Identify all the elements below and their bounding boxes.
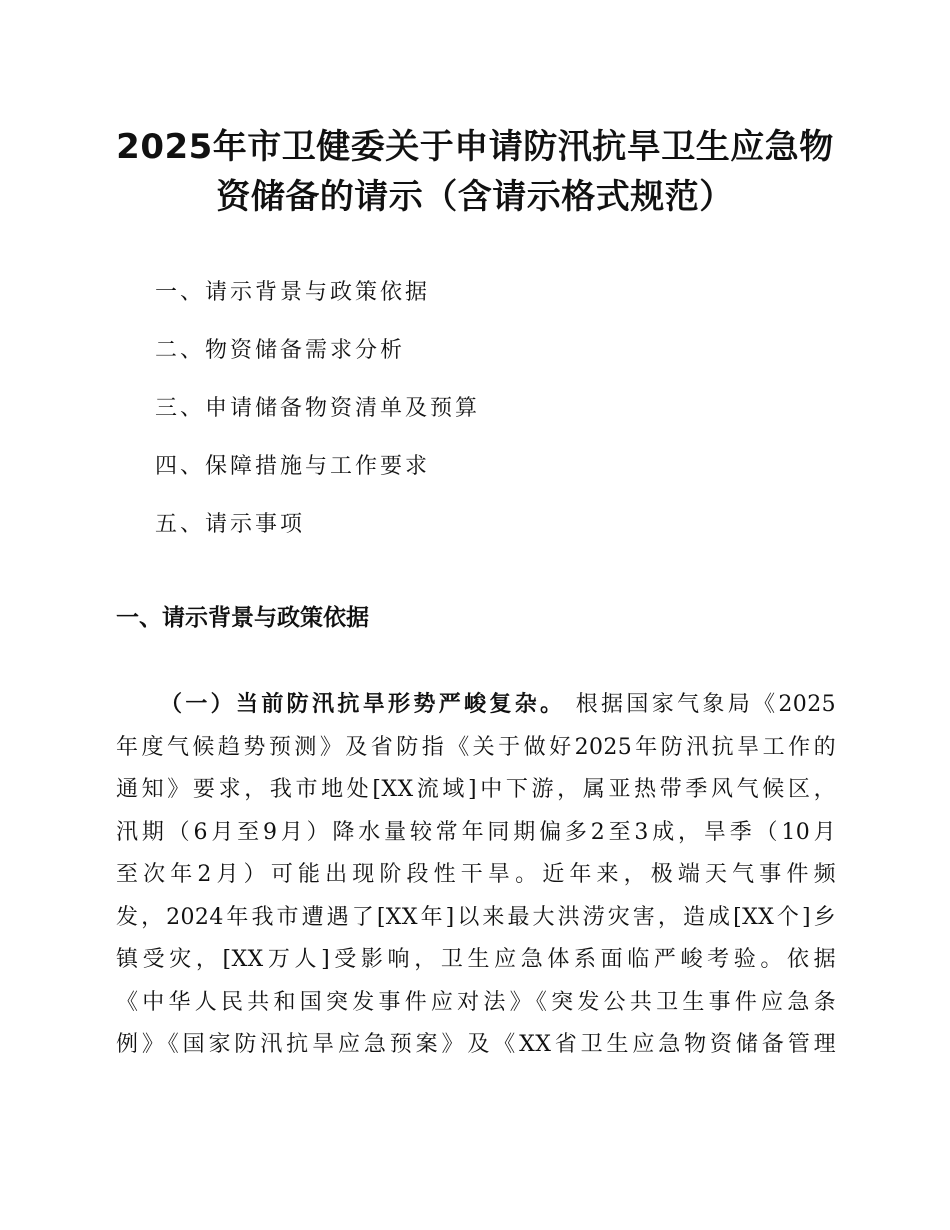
paragraph-line-1	[116, 684, 836, 727]
document-title	[60, 122, 890, 222]
toc-item-3: 三、申请储备物资清单及预算	[155, 396, 481, 421]
toc-item-4: 四、保障措施与工作要求	[155, 454, 431, 479]
toc-item-1: 一、请示背景与政策依据	[155, 280, 431, 305]
paragraph-line-4: 汛期（6月至9月）降水量较常年同期偏多2至3成，旱季（10月	[116, 819, 836, 845]
toc-item-2: 二、物资储备需求分析	[155, 338, 406, 363]
table-of-contents	[155, 264, 480, 554]
paragraph-line-6: 发，2024年我市遭遇了[XX年]以来最大洪涝灾害，造成[XX个]乡	[116, 904, 836, 930]
title-line-1: 2025年市卫健委关于申请防汛抗旱卫生应急物	[116, 127, 834, 167]
paragraph-line-2: 年度气候趋势预测》及省防指《关于做好2025年防汛抗旱工作的	[116, 734, 836, 760]
paragraph-line-1-text: 根据国家气象局《2025	[565, 692, 836, 717]
paragraph-line-7: 镇受灾，[XX万人]受影响，卫生应急体系面临严峻考验。依据	[116, 947, 836, 972]
paragraph-line-5: 至次年2月）可能出现阶段性干旱。近年来，极端天气事件频	[116, 862, 836, 887]
paragraph-line-3: 通知》要求，我市地处[XX流域]中下游，属亚热带季风气候区，	[116, 777, 836, 802]
section-1-heading: 一、请示背景与政策依据	[116, 605, 369, 631]
section-1-paragraph	[116, 684, 836, 1067]
title-line-2: 资储备的请示（含请示格式规范）	[216, 177, 734, 217]
paragraph-line-9: 例》《国家防汛抗旱应急预案》及《XX省卫生应急物资储备管理	[116, 1032, 836, 1057]
toc-item-5: 五、请示事项	[155, 512, 306, 537]
paragraph-line-8: 《中华人民共和国突发事件应对法》《突发公共卫生事件应急条	[116, 989, 836, 1015]
paragraph-lead: （一）当前防汛抗旱形势严峻复杂。	[160, 692, 566, 717]
